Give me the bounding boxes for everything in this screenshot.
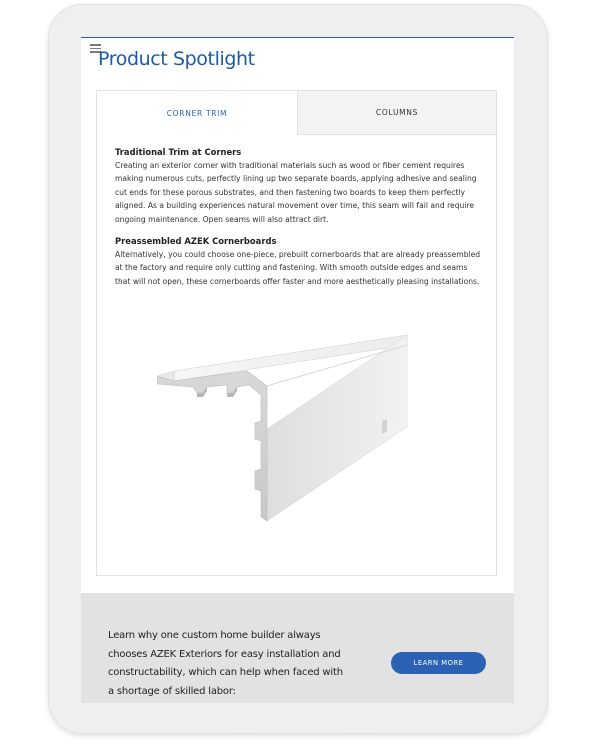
page-title: Product Spotlight <box>98 48 255 70</box>
learn-more-button[interactable]: LEARN MORE <box>391 652 486 674</box>
tab-content <box>115 147 481 298</box>
tab-corner-trim[interactable]: CORNER TRIM <box>97 91 297 135</box>
tab-columns[interactable]: COLUMNS <box>297 91 496 135</box>
section-body: Alternatively, you could choose one-piece, prebuilt cornerboards that are already preassembled at the factory and require only cutting and fastening. With smooth outside edges and seams that will not open, these cornerboards offer faster and more aesthetically pleasing installations. <box>115 250 481 286</box>
section-heading: Preassembled AZEK Cornerboards <box>115 236 277 247</box>
section-body: Creating an exterior corner with traditional materials such as wood or fiber cement requires making numerous cuts, perfectly lining up two separate boards, applying adhesive and sealing cut ends for these porous substrates, and then fastening two boards to keep them perfectly aligned. As a building experiences natural movement over time, this seam will fail and require ongoing maintenance. Open seams will also attract dirt. <box>115 161 477 224</box>
tablet-screen <box>81 37 514 703</box>
cta-banner <box>81 593 514 703</box>
top-accent-line <box>81 37 514 38</box>
tab-bar <box>97 91 496 135</box>
section-heading: Traditional Trim at Corners <box>115 147 242 157</box>
cta-text: Learn why one custom home builder always chooses AZEK Exteriors for easy installation and constructability, which can help when faced with a shortage of skilled labor: <box>108 630 343 697</box>
cornerboard-product-image <box>157 331 427 531</box>
product-card <box>96 90 497 576</box>
